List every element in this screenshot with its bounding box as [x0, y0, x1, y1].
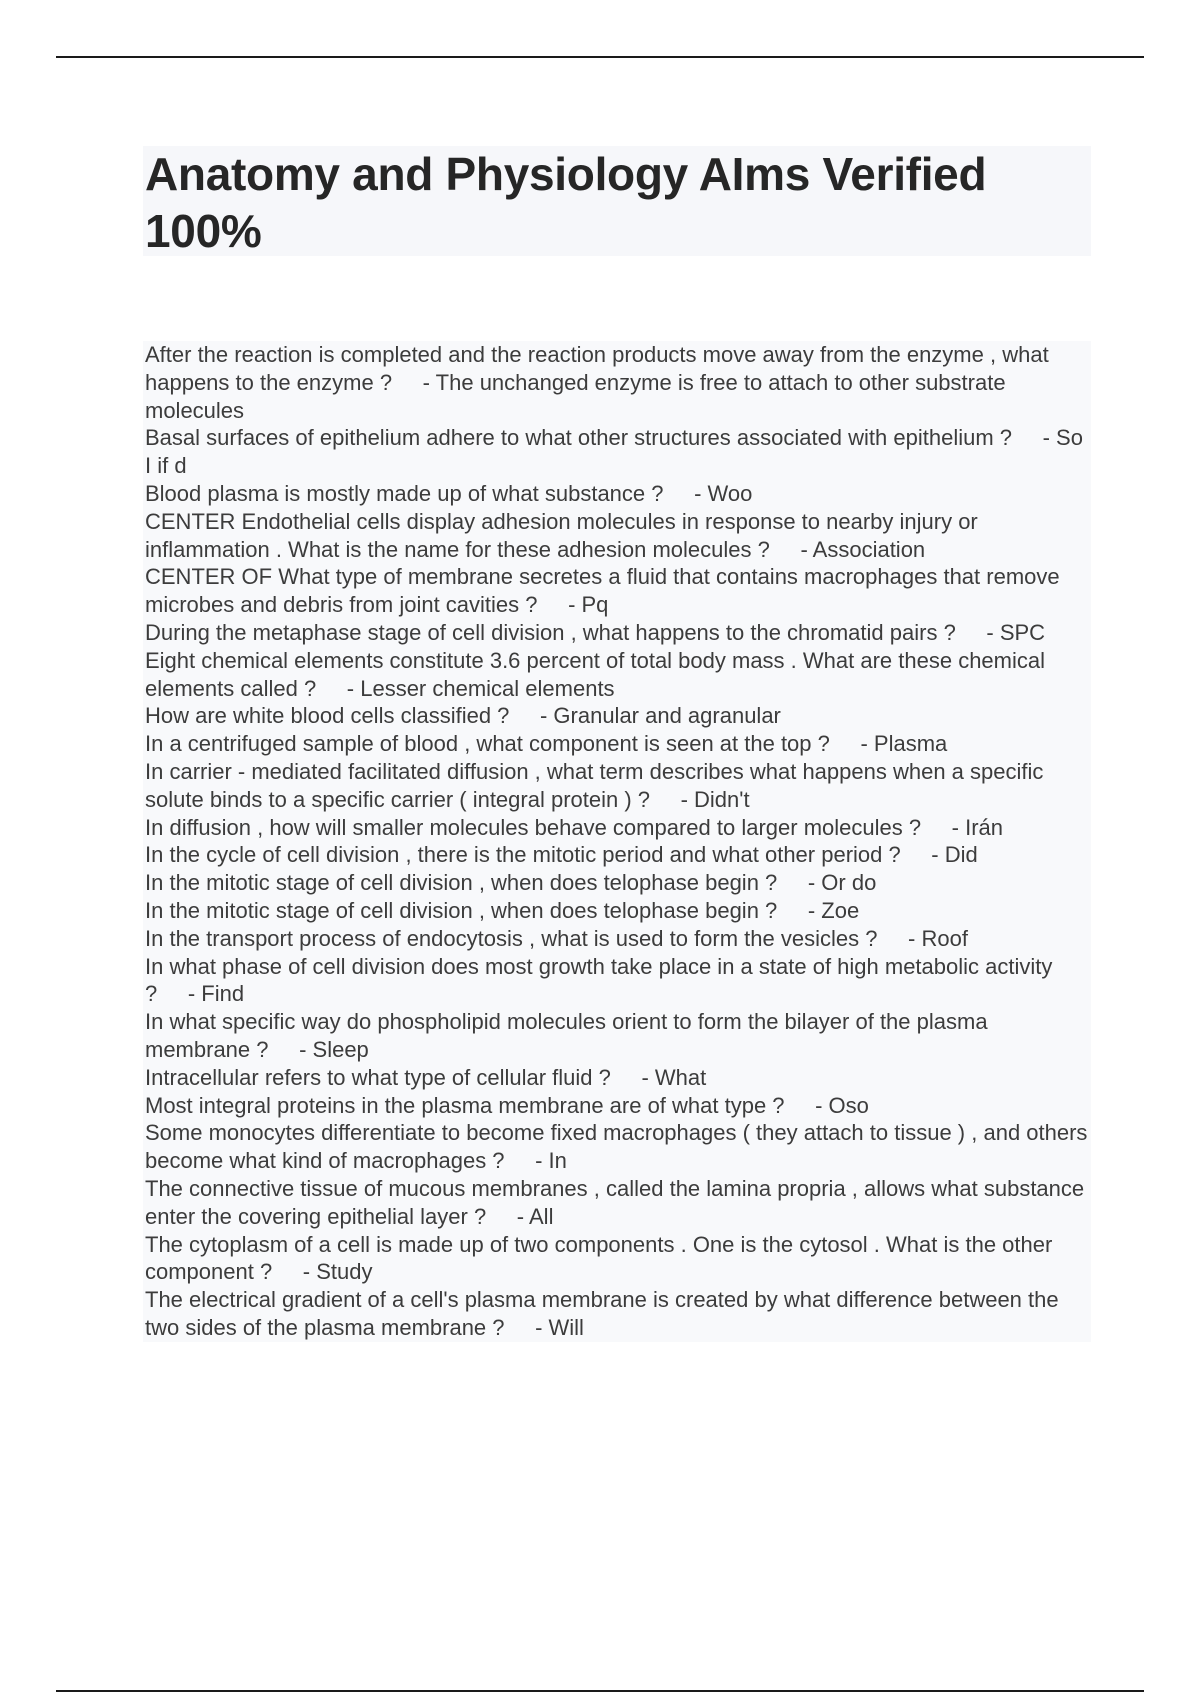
document-title: Anatomy and Physiology AIms Verified 100%	[145, 148, 987, 257]
question-text: In the mitotic stage of cell division , when does telophase begin ?	[145, 870, 778, 896]
question-text: The cytoplasm of a cell is made up of two components . One is the cytosol . What is the other component ?	[145, 1231, 1053, 1285]
qa-item	[143, 953, 1091, 1009]
question-text: Some monocytes differentiate to become fixed macrophages ( they attach to tissue ) , and others become what kind of macrophages ?	[145, 1120, 1088, 1174]
qa-item	[143, 897, 1091, 925]
question-text: Blood plasma is mostly made up of what substance ?	[145, 480, 664, 506]
question-text: The connective tissue of mucous membranes , called the lamina propria , allows what substance enter the covering epithelial layer ?	[145, 1175, 1085, 1229]
qa-item	[143, 1175, 1091, 1231]
qa-list	[143, 341, 1091, 1342]
question-text: Most integral proteins in the plasma membrane are of what type ?	[145, 1092, 785, 1118]
qa-item	[143, 702, 1091, 730]
answer-text: - Roof	[908, 925, 968, 951]
answer-text: - The unchanged enzyme is free to attach to other substrate molecules	[145, 369, 1006, 423]
answer-text: - SPC	[986, 619, 1046, 645]
header-rule	[56, 56, 1144, 58]
qa-item	[143, 925, 1091, 953]
question-text: How are white blood cells classified ?	[145, 703, 510, 729]
answer-text: - Zoe	[807, 897, 860, 923]
qa-separator	[269, 1037, 300, 1062]
answer-text: - Find	[187, 981, 245, 1007]
question-text: CENTER OF What type of membrane secretes a fluid that contains macrophages that remove microbes and debris from joint cavities ?	[145, 564, 1060, 618]
answer-text: - Plasma	[860, 731, 948, 757]
qa-item	[143, 1119, 1091, 1175]
qa-separator	[1012, 425, 1043, 450]
answer-text: - Pq	[568, 592, 609, 618]
qa-item	[143, 1092, 1091, 1120]
qa-item	[143, 1286, 1091, 1342]
question-text: Eight chemical elements constitute 3.6 percent of total body mass . What are these chemical elements called ?	[145, 647, 1046, 701]
question-text: During the metaphase stage of cell division , what happens to the chromatid pairs ?	[145, 619, 956, 645]
qa-separator	[392, 370, 423, 395]
answer-text: - Will	[535, 1314, 584, 1340]
qa-separator	[509, 703, 540, 728]
qa-separator	[505, 1148, 536, 1173]
qa-item	[143, 758, 1091, 814]
qa-item	[143, 730, 1091, 758]
question-text: After the reaction is completed and the reaction products move away from the enzyme , what happens to the enzyme ?	[145, 342, 1049, 395]
question-text: CENTER Endothelial cells display adhesion molecules in response to nearby injury or inflammation . What is the name for these adhesion molecules ?	[145, 508, 978, 562]
question-text: Intracellular refers to what type of cellular fluid ?	[145, 1064, 611, 1090]
qa-separator	[921, 815, 952, 840]
answer-text: - Woo	[694, 480, 753, 506]
qa-item	[143, 563, 1091, 619]
answer-text: - So I if d	[145, 425, 1083, 479]
question-text: In the transport process of endocytosis , what is used to form the vesicles ?	[145, 925, 878, 951]
title-block	[143, 146, 1091, 256]
answer-text: - Sleep	[299, 1036, 369, 1062]
qa-separator	[956, 620, 987, 645]
answer-text: - Did	[931, 842, 978, 868]
question-text: In carrier - mediated facilitated diffusion , what term describes what happens when a specific solute binds to a specific carrier ( integral protein ) ?	[145, 758, 1044, 812]
qa-separator	[316, 676, 347, 701]
qa-item	[143, 869, 1091, 897]
answer-text: - Didn't	[680, 786, 750, 812]
qa-item	[143, 341, 1091, 424]
qa-item	[143, 1064, 1091, 1092]
qa-separator	[901, 842, 932, 867]
qa-separator	[785, 1093, 816, 1118]
qa-separator	[777, 898, 808, 923]
qa-item	[143, 424, 1091, 480]
qa-separator	[877, 926, 908, 951]
question-text: In the cycle of cell division , there is the mitotic period and what other period ?	[145, 842, 901, 868]
answer-text: - Or do	[807, 870, 877, 896]
qa-item	[143, 841, 1091, 869]
answer-text: - In	[535, 1148, 567, 1174]
qa-item	[143, 480, 1091, 508]
answer-text: - Oso	[815, 1092, 869, 1118]
question-text: Basal surfaces of epithelium adhere to what other structures associated with epithelium ?	[145, 425, 1013, 451]
qa-separator	[770, 537, 801, 562]
question-text: In diffusion , how will smaller molecules behave compared to larger molecules ?	[145, 814, 922, 840]
answer-text: - Granular and agranular	[539, 703, 781, 729]
question-text: In a centrifuged sample of blood , what component is seen at the top ?	[145, 731, 830, 757]
answer-text: - Lesser chemical elements	[346, 675, 615, 701]
qa-item	[143, 508, 1091, 564]
qa-separator	[157, 981, 188, 1006]
answer-text: - Association	[800, 536, 926, 562]
qa-item	[143, 647, 1091, 703]
qa-separator	[830, 731, 861, 756]
answer-text: - Irán	[951, 814, 1004, 840]
answer-text: - Study	[302, 1259, 373, 1285]
qa-separator	[486, 1204, 517, 1229]
answer-text: - All	[516, 1203, 554, 1229]
qa-separator	[272, 1259, 303, 1284]
qa-separator	[505, 1315, 536, 1340]
qa-separator	[650, 787, 681, 812]
footer-rule	[56, 1690, 1144, 1692]
question-text: In what phase of cell division does most growth take place in a state of high metabolic activity ?	[145, 953, 1053, 1007]
qa-separator	[611, 1065, 642, 1090]
qa-item	[143, 1231, 1091, 1287]
qa-item	[143, 619, 1091, 647]
question-text: In what specific way do phospholipid molecules orient to form the bilayer of the plasma membrane ?	[145, 1009, 988, 1062]
qa-item	[143, 814, 1091, 842]
question-text: The electrical gradient of a cell's plasma membrane is created by what difference between the two sides of the plasma membrane ?	[145, 1287, 1059, 1340]
answer-text: - What	[641, 1064, 707, 1090]
qa-separator	[777, 870, 808, 895]
question-text: In the mitotic stage of cell division , when does telophase begin ?	[145, 897, 778, 923]
qa-item	[143, 1008, 1091, 1064]
qa-separator	[538, 592, 569, 617]
qa-separator	[664, 481, 695, 506]
